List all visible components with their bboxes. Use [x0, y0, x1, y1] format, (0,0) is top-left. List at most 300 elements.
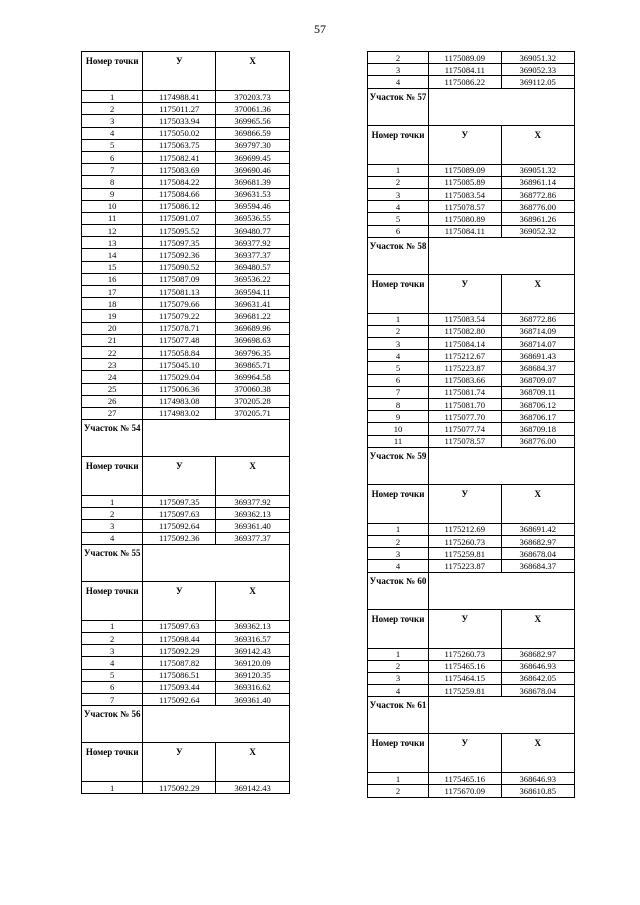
y-coordinate-cell: 1175223.87 — [429, 362, 501, 374]
section-row — [82, 544, 290, 581]
point-number-cell: 4 — [82, 532, 143, 544]
x-coordinate-cell: 369681.39 — [216, 176, 290, 188]
table-row — [82, 127, 290, 139]
x-coordinate-cell: 370203.73 — [216, 91, 290, 103]
table-row — [82, 395, 290, 407]
table-row — [82, 681, 290, 693]
point-number-cell: 5 — [82, 139, 143, 151]
point-number-cell: 10 — [368, 423, 429, 435]
y-coordinate-cell: 1175097.63 — [143, 508, 216, 520]
point-number-cell: 6 — [368, 225, 429, 237]
point-number-cell: 4 — [368, 560, 429, 572]
section-label-60: Участок № 60 — [368, 572, 429, 609]
x-coordinate-cell: 369698.63 — [216, 334, 290, 346]
x-coordinate-cell: 369965.56 — [216, 115, 290, 127]
table-row — [82, 164, 290, 176]
table-row — [368, 350, 575, 362]
x-coordinate-cell: 368706.17 — [501, 411, 575, 423]
header-point-number: Номер точки — [82, 581, 143, 620]
table-row — [368, 386, 575, 398]
table-row — [368, 164, 575, 176]
header-point-number: Номер точки — [368, 734, 429, 773]
table-row — [82, 249, 290, 261]
table-row — [82, 669, 290, 681]
y-coordinate-cell: 1175097.35 — [143, 237, 216, 249]
x-coordinate-cell: 370205.71 — [216, 407, 290, 419]
x-coordinate-cell: 368714.07 — [501, 338, 575, 350]
table-row — [82, 508, 290, 520]
table-row — [82, 371, 290, 383]
table-row — [368, 225, 575, 237]
y-coordinate-cell: 1175083.66 — [429, 374, 501, 386]
point-number-cell: 7 — [368, 386, 429, 398]
table-row — [82, 359, 290, 371]
y-coordinate-cell: 1175212.69 — [429, 523, 501, 535]
point-number-cell: 7 — [82, 164, 143, 176]
x-coordinate-cell: 368709.07 — [501, 374, 575, 386]
point-number-cell: 4 — [82, 127, 143, 139]
table-row — [82, 693, 290, 705]
x-coordinate-cell: 368682.97 — [501, 648, 575, 660]
y-coordinate-cell: 1175033.94 — [143, 115, 216, 127]
x-coordinate-cell: 368709.18 — [501, 423, 575, 435]
y-coordinate-cell: 1175260.73 — [429, 535, 501, 547]
header-y: У — [429, 484, 501, 523]
table-row — [82, 225, 290, 237]
point-number-cell: 5 — [368, 362, 429, 374]
point-number-cell: 9 — [368, 411, 429, 423]
point-number-cell: 3 — [82, 645, 143, 657]
header-y: У — [143, 743, 216, 782]
table-row — [368, 188, 575, 200]
point-number-cell: 2 — [368, 176, 429, 188]
x-coordinate-cell: 368684.37 — [501, 362, 575, 374]
table-row — [82, 115, 290, 127]
header-y: У — [429, 125, 501, 164]
table-row — [368, 685, 575, 697]
x-coordinate-cell: 369120.35 — [216, 669, 290, 681]
point-number-cell: 2 — [368, 785, 429, 797]
point-number-cell: 24 — [82, 371, 143, 383]
x-coordinate-cell: 369052.32 — [501, 225, 575, 237]
x-coordinate-cell: 369689.96 — [216, 322, 290, 334]
header-y: У — [429, 274, 501, 313]
table-row — [368, 76, 575, 88]
x-coordinate-cell: 368714.09 — [501, 325, 575, 337]
table-row — [82, 383, 290, 395]
point-number-cell: 3 — [82, 115, 143, 127]
x-coordinate-cell: 369051.32 — [501, 164, 575, 176]
header-point-number: Номер точки — [82, 743, 143, 782]
point-number-cell: 27 — [82, 407, 143, 419]
x-coordinate-cell: 369362.13 — [216, 508, 290, 520]
point-number-cell: 23 — [82, 359, 143, 371]
y-coordinate-cell: 1175670.09 — [429, 785, 501, 797]
y-coordinate-cell: 1175465.16 — [429, 773, 501, 785]
x-coordinate-cell: 368678.04 — [501, 685, 575, 697]
point-number-cell: 2 — [82, 508, 143, 520]
y-coordinate-cell: 1175083.54 — [429, 188, 501, 200]
x-coordinate-cell: 369112.05 — [501, 76, 575, 88]
y-coordinate-cell: 1175097.63 — [143, 620, 216, 632]
point-number-cell: 12 — [82, 225, 143, 237]
header-point-number: Номер точки — [368, 125, 429, 164]
x-coordinate-cell: 368691.42 — [501, 523, 575, 535]
y-coordinate-cell: 1175084.11 — [429, 64, 501, 76]
x-coordinate-cell: 369964.58 — [216, 371, 290, 383]
point-number-cell: 1 — [82, 782, 143, 794]
table-row — [368, 362, 575, 374]
section-row — [82, 706, 290, 743]
table-row — [82, 188, 290, 200]
x-coordinate-cell: 369362.13 — [216, 620, 290, 632]
point-number-cell: 21 — [82, 334, 143, 346]
y-coordinate-cell: 1175098.44 — [143, 633, 216, 645]
header-x: Х — [501, 125, 575, 164]
y-coordinate-cell: 1175080.89 — [429, 213, 501, 225]
x-coordinate-cell: 369865.71 — [216, 359, 290, 371]
table-row — [368, 201, 575, 213]
y-coordinate-cell: 1175063.75 — [143, 139, 216, 151]
y-coordinate-cell: 1174983.02 — [143, 407, 216, 419]
table-row — [82, 273, 290, 285]
y-coordinate-cell: 1175095.52 — [143, 225, 216, 237]
x-coordinate-cell: 369797.30 — [216, 139, 290, 151]
table-row — [82, 334, 290, 346]
x-coordinate-cell: 369377.37 — [216, 532, 290, 544]
table-row — [82, 286, 290, 298]
y-coordinate-cell: 1175092.64 — [143, 693, 216, 705]
table-row — [368, 374, 575, 386]
point-number-cell: 19 — [82, 310, 143, 322]
page-number: 57 — [314, 22, 326, 36]
table-header — [368, 274, 575, 313]
table-header — [368, 734, 575, 773]
x-coordinate-cell: 369594.46 — [216, 200, 290, 212]
table-header — [82, 743, 290, 782]
header-point-number: Номер точки — [82, 457, 143, 496]
y-coordinate-cell: 1175092.64 — [143, 520, 216, 532]
header-y: У — [143, 581, 216, 620]
table-header — [368, 609, 575, 648]
y-coordinate-cell: 1175086.51 — [143, 669, 216, 681]
table-row — [82, 261, 290, 273]
table-row — [82, 139, 290, 151]
point-number-cell: 1 — [368, 648, 429, 660]
x-coordinate-cell: 369051.32 — [501, 52, 575, 64]
header-y: У — [429, 609, 501, 648]
section-label-55: Участок № 55 — [82, 544, 143, 581]
x-coordinate-cell: 369377.92 — [216, 496, 290, 508]
table-row — [368, 535, 575, 547]
point-number-cell: 4 — [368, 350, 429, 362]
x-coordinate-cell: 370060.38 — [216, 383, 290, 395]
table-row — [368, 672, 575, 684]
x-coordinate-cell: 369480.77 — [216, 225, 290, 237]
y-coordinate-cell: 1175092.29 — [143, 782, 216, 794]
x-coordinate-cell: 368646.93 — [501, 773, 575, 785]
table-row — [368, 435, 575, 447]
point-number-cell: 2 — [368, 52, 429, 64]
x-coordinate-cell: 369480.57 — [216, 261, 290, 273]
y-coordinate-cell: 1175086.22 — [429, 76, 501, 88]
table-row — [82, 237, 290, 249]
point-number-cell: 10 — [82, 200, 143, 212]
table-row — [368, 560, 575, 572]
section-label-57: Участок № 57 — [368, 88, 429, 125]
point-number-cell: 20 — [82, 322, 143, 334]
point-number-cell: 11 — [368, 435, 429, 447]
y-coordinate-cell: 1175050.02 — [143, 127, 216, 139]
point-number-cell: 8 — [82, 176, 143, 188]
point-number-cell: 7 — [82, 693, 143, 705]
y-coordinate-cell: 1175081.13 — [143, 286, 216, 298]
table-header — [368, 125, 575, 164]
y-coordinate-cell: 1175091.07 — [143, 212, 216, 224]
y-coordinate-cell: 1175078.57 — [429, 435, 501, 447]
x-coordinate-cell: 369536.55 — [216, 212, 290, 224]
y-coordinate-cell: 1175079.22 — [143, 310, 216, 322]
x-coordinate-cell: 369316.62 — [216, 681, 290, 693]
point-number-cell: 3 — [368, 672, 429, 684]
x-coordinate-cell: 369690.46 — [216, 164, 290, 176]
point-number-cell: 3 — [368, 548, 429, 560]
point-number-cell: 6 — [82, 681, 143, 693]
table-row — [82, 346, 290, 358]
y-coordinate-cell: 1175084.11 — [429, 225, 501, 237]
table-row — [82, 212, 290, 224]
x-coordinate-cell: 369699.45 — [216, 151, 290, 163]
y-coordinate-cell: 1175092.36 — [143, 532, 216, 544]
header-point-number: Номер точки — [82, 52, 143, 91]
x-coordinate-cell: 368776.00 — [501, 201, 575, 213]
section-row — [368, 447, 575, 484]
y-coordinate-cell: 1175464.15 — [429, 672, 501, 684]
x-coordinate-cell: 369361.40 — [216, 520, 290, 532]
y-coordinate-cell: 1175084.22 — [143, 176, 216, 188]
y-coordinate-cell: 1175078.71 — [143, 322, 216, 334]
table-header — [82, 52, 290, 91]
x-coordinate-cell: 369361.40 — [216, 693, 290, 705]
point-number-cell: 6 — [368, 374, 429, 386]
section-row — [368, 697, 575, 734]
table-row — [368, 176, 575, 188]
header-x: Х — [216, 52, 290, 91]
y-coordinate-cell: 1175082.41 — [143, 151, 216, 163]
y-coordinate-cell: 1175086.12 — [143, 200, 216, 212]
point-number-cell: 2 — [82, 103, 143, 115]
y-coordinate-cell: 1175083.54 — [429, 313, 501, 325]
point-number-cell: 13 — [82, 237, 143, 249]
table-row — [368, 648, 575, 660]
section-label-61: Участок № 61 — [368, 697, 429, 734]
header-x: Х — [216, 743, 290, 782]
point-number-cell: 16 — [82, 273, 143, 285]
section-row — [368, 572, 575, 609]
point-number-cell: 1 — [368, 773, 429, 785]
y-coordinate-cell: 1175090.52 — [143, 261, 216, 273]
table-row — [368, 213, 575, 225]
table-row — [82, 645, 290, 657]
y-coordinate-cell: 1175081.74 — [429, 386, 501, 398]
point-number-cell: 1 — [82, 620, 143, 632]
y-coordinate-cell: 1175078.57 — [429, 201, 501, 213]
x-coordinate-cell: 369142.43 — [216, 782, 290, 794]
coordinates-table-right — [367, 51, 575, 798]
y-coordinate-cell: 1175087.09 — [143, 273, 216, 285]
table-row — [82, 657, 290, 669]
point-number-cell: 4 — [368, 76, 429, 88]
point-number-cell: 11 — [82, 212, 143, 224]
header-x: Х — [501, 609, 575, 648]
point-number-cell: 3 — [368, 64, 429, 76]
x-coordinate-cell: 369631.41 — [216, 298, 290, 310]
y-coordinate-cell: 1175259.81 — [429, 548, 501, 560]
y-coordinate-cell: 1175465.16 — [429, 660, 501, 672]
x-coordinate-cell: 370205.28 — [216, 395, 290, 407]
table-row — [368, 52, 575, 64]
point-number-cell: 18 — [82, 298, 143, 310]
x-coordinate-cell: 368691.43 — [501, 350, 575, 362]
section-label-58: Участок № 58 — [368, 237, 429, 274]
table-row — [368, 785, 575, 797]
point-number-cell: 15 — [82, 261, 143, 273]
y-coordinate-cell: 1175077.48 — [143, 334, 216, 346]
section-label-54: Участок № 54 — [82, 420, 143, 457]
point-number-cell: 8 — [368, 399, 429, 411]
y-coordinate-cell: 1175097.35 — [143, 496, 216, 508]
table-row — [368, 325, 575, 337]
x-coordinate-cell: 369377.92 — [216, 237, 290, 249]
section-row — [368, 237, 575, 274]
point-number-cell: 3 — [368, 338, 429, 350]
section-row — [82, 420, 290, 457]
x-coordinate-cell: 368684.37 — [501, 560, 575, 572]
table-header — [368, 484, 575, 523]
x-coordinate-cell: 369316.57 — [216, 633, 290, 645]
left-column — [81, 51, 290, 794]
point-number-cell: 26 — [82, 395, 143, 407]
table-row — [82, 200, 290, 212]
point-number-cell: 2 — [368, 660, 429, 672]
x-coordinate-cell: 368642.05 — [501, 672, 575, 684]
table-row — [82, 298, 290, 310]
table-row — [82, 633, 290, 645]
y-coordinate-cell: 1175077.74 — [429, 423, 501, 435]
table-row — [82, 620, 290, 632]
y-coordinate-cell: 1175212.67 — [429, 350, 501, 362]
x-coordinate-cell: 368706.12 — [501, 399, 575, 411]
point-number-cell: 4 — [82, 657, 143, 669]
point-number-cell: 17 — [82, 286, 143, 298]
table-row — [368, 423, 575, 435]
y-coordinate-cell: 1175092.36 — [143, 249, 216, 261]
y-coordinate-cell: 1175092.29 — [143, 645, 216, 657]
point-number-cell: 6 — [82, 151, 143, 163]
header-x: Х — [216, 581, 290, 620]
y-coordinate-cell: 1175006.36 — [143, 383, 216, 395]
x-coordinate-cell: 369536.22 — [216, 273, 290, 285]
x-coordinate-cell: 369377.37 — [216, 249, 290, 261]
y-coordinate-cell: 1175085.89 — [429, 176, 501, 188]
x-coordinate-cell: 369052.33 — [501, 64, 575, 76]
table-row — [82, 782, 290, 794]
table-row — [368, 313, 575, 325]
x-coordinate-cell: 369594.11 — [216, 286, 290, 298]
y-coordinate-cell: 1175079.66 — [143, 298, 216, 310]
x-coordinate-cell: 368776.00 — [501, 435, 575, 447]
point-number-cell: 4 — [368, 685, 429, 697]
table-row — [82, 322, 290, 334]
y-coordinate-cell: 1175259.81 — [429, 685, 501, 697]
x-coordinate-cell: 368709.11 — [501, 386, 575, 398]
point-number-cell: 25 — [82, 383, 143, 395]
point-number-cell: 2 — [368, 325, 429, 337]
table-row — [82, 407, 290, 419]
point-number-cell: 14 — [82, 249, 143, 261]
x-coordinate-cell: 368678.04 — [501, 548, 575, 560]
y-coordinate-cell: 1175084.14 — [429, 338, 501, 350]
right-column — [367, 51, 575, 798]
y-coordinate-cell: 1175223.87 — [429, 560, 501, 572]
x-coordinate-cell: 369866.59 — [216, 127, 290, 139]
y-coordinate-cell: 1175045.10 — [143, 359, 216, 371]
header-x: Х — [501, 734, 575, 773]
y-coordinate-cell: 1175029.04 — [143, 371, 216, 383]
y-coordinate-cell: 1175081.70 — [429, 399, 501, 411]
x-coordinate-cell: 368961.26 — [501, 213, 575, 225]
y-coordinate-cell: 1175058.84 — [143, 346, 216, 358]
x-coordinate-cell: 368682.97 — [501, 535, 575, 547]
table-row — [368, 64, 575, 76]
table-row — [368, 411, 575, 423]
y-coordinate-cell: 1175083.69 — [143, 164, 216, 176]
header-y: У — [143, 457, 216, 496]
x-coordinate-cell: 369120.09 — [216, 657, 290, 669]
table-row — [82, 91, 290, 103]
point-number-cell: 4 — [368, 201, 429, 213]
table-row — [368, 548, 575, 560]
table-row — [82, 496, 290, 508]
x-coordinate-cell: 368646.93 — [501, 660, 575, 672]
header-y: У — [429, 734, 501, 773]
x-coordinate-cell: 368772.86 — [501, 313, 575, 325]
y-coordinate-cell: 1175082.80 — [429, 325, 501, 337]
header-x: Х — [216, 457, 290, 496]
point-number-cell: 1 — [82, 496, 143, 508]
x-coordinate-cell: 369631.53 — [216, 188, 290, 200]
y-coordinate-cell: 1175089.09 — [429, 164, 501, 176]
x-coordinate-cell: 369142.43 — [216, 645, 290, 657]
table-row — [368, 660, 575, 672]
table-header — [82, 581, 290, 620]
y-coordinate-cell: 1175089.09 — [429, 52, 501, 64]
table-row — [368, 399, 575, 411]
point-number-cell: 5 — [368, 213, 429, 225]
x-coordinate-cell: 368610.85 — [501, 785, 575, 797]
table-row — [82, 151, 290, 163]
header-x: Х — [501, 484, 575, 523]
y-coordinate-cell: 1175087.82 — [143, 657, 216, 669]
table-row — [82, 310, 290, 322]
point-number-cell: 2 — [82, 633, 143, 645]
point-number-cell: 1 — [368, 164, 429, 176]
table-row — [82, 176, 290, 188]
table-row — [82, 532, 290, 544]
y-coordinate-cell: 1174988.41 — [143, 91, 216, 103]
y-coordinate-cell: 1175084.66 — [143, 188, 216, 200]
y-coordinate-cell: 1175011.27 — [143, 103, 216, 115]
